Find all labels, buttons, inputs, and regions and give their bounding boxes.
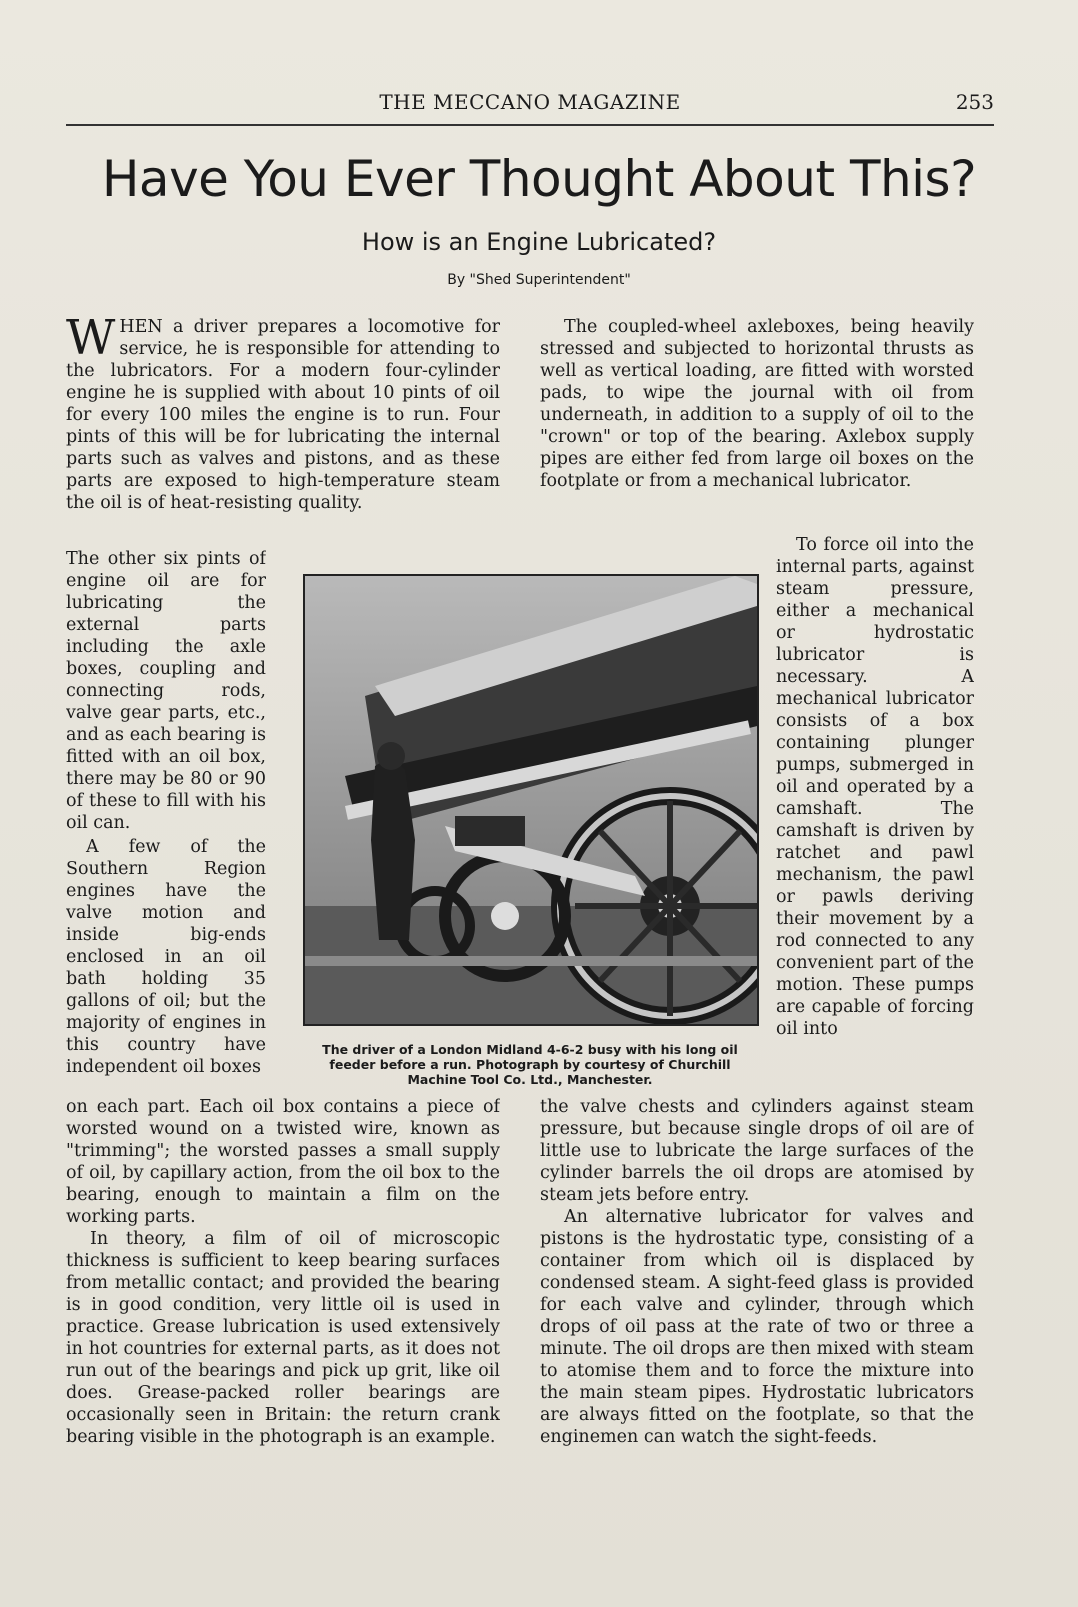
- locomotive-photograph: [303, 574, 759, 1026]
- paragraph-axleboxes: The coupled-wheel axleboxes, being heavily stressed and subjected to horizontal thrusts as well as vertical loading, are fitted with worsted pads, to wipe the journal with oil from underneath, in addition to a supply of oil to the "crown" or top of the bearing. Axlebox supply pipes are either fed from large oil boxes on the footplate or from a mechanical lubricator.: [540, 317, 974, 491]
- locomotive-illustration: [305, 576, 757, 1024]
- header-rule: [66, 124, 994, 126]
- paragraph-intro: WHEN a driver prepares a locomotive for service, he is responsible for attending to the lubricators. For a modern four-cylinder engine he is supplied with about 10 pints of oil for every 100 miles the engine is to run. Four pints of this will be for lubricating the internal parts such as valves and pistons, and as these parts are exposed to high-temperature steam the oil is of heat-resisting quality.: [66, 316, 500, 513]
- article-title: Have You Ever Thought About This?: [101, 150, 977, 208]
- page-number: 253: [955, 90, 994, 114]
- article-byline: By "Shed Superintendent": [447, 272, 631, 288]
- paragraph-valve-chests: the valve chests and cylinders against steam pressure, but because single drops of oil are of little use to lubricate the large surfaces of the cylinder barrels the oil drops are atomised by steam jets before entry.: [540, 1097, 974, 1205]
- article-subtitle: How is an Engine Lubricated?: [361, 228, 717, 256]
- photo-caption: The driver of a London Midland 4-6-2 busy with his long oil feeder before a run. Photograph by courtesy of Churchill Machine Tool Co. Ltd., Manchester.: [322, 1042, 738, 1087]
- paragraph-hydrostatic: An alternative lubricator for valves and pistons is the hydrostatic type, consisting of a container from which oil is displaced by condensed steam. A sight-feed glass is provided for each valve and cylinder, through which drops of oil pass at the rate of two or three a minute. The oil drops are then mixed with steam to atomise them and to force the mixture into the main steam pipes. Hydrostatic lubricators are always fitted on the footplate, so that the enginemen can watch the sight-feeds.: [540, 1207, 974, 1447]
- paragraph-other-six-pints: The other six pints of engine oil are for lubricating the external parts including the axle boxes, coupling and connecting rods, valve gear parts, etc., and as each bearing is fitted with an oil box, there may be 80 or 90 of these to fill with his oil can.: [66, 549, 266, 833]
- magazine-name: THE MECCANO MAGAZINE: [379, 90, 681, 114]
- paragraph-trimming: on each part. Each oil box contains a piece of worsted wound on a twisted wire, known as "trimming"; the worsted passes a small supply of oil, by capillary action, from the oil box to the bearing, enough to maintain a film on the working parts.: [66, 1097, 500, 1227]
- running-header: [66, 90, 994, 120]
- paragraph-force-oil: To force oil into the internal parts, against steam pressure, either a mechanical or hydrostatic lubricator is necessary. A mechanical lubricator consists of a box containing plunger pumps, submerged in oil and operated by a camshaft. The camshaft is driven by ratchet and pawl mechanism, the pawl or pawls deriving their movement by a rod connected to any convenient part of the motion. These pumps are capable of forcing oil into: [776, 535, 974, 1039]
- paragraph-southern-region: A few of the Southern Region engines have the valve motion and inside big-ends enclosed in an oil bath holding 35 gallons of oil; but the majority of engines in this country have independent oil boxes: [66, 837, 266, 1077]
- paragraph-theory: In theory, a film of oil of microscopic thickness is sufficient to keep bearing surfaces from metallic contact; and provided the bearing is in good condition, very little oil is used in practice. Grease lubrication is used extensively in hot countries for external parts, as it does not run out of the bearings and pick up grit, like oil does. Grease-packed roller bearings are occasionally seen in Britain: the return crank bearing visible in the photograph is an example.: [66, 1229, 500, 1447]
- drop-cap: W: [66, 316, 116, 366]
